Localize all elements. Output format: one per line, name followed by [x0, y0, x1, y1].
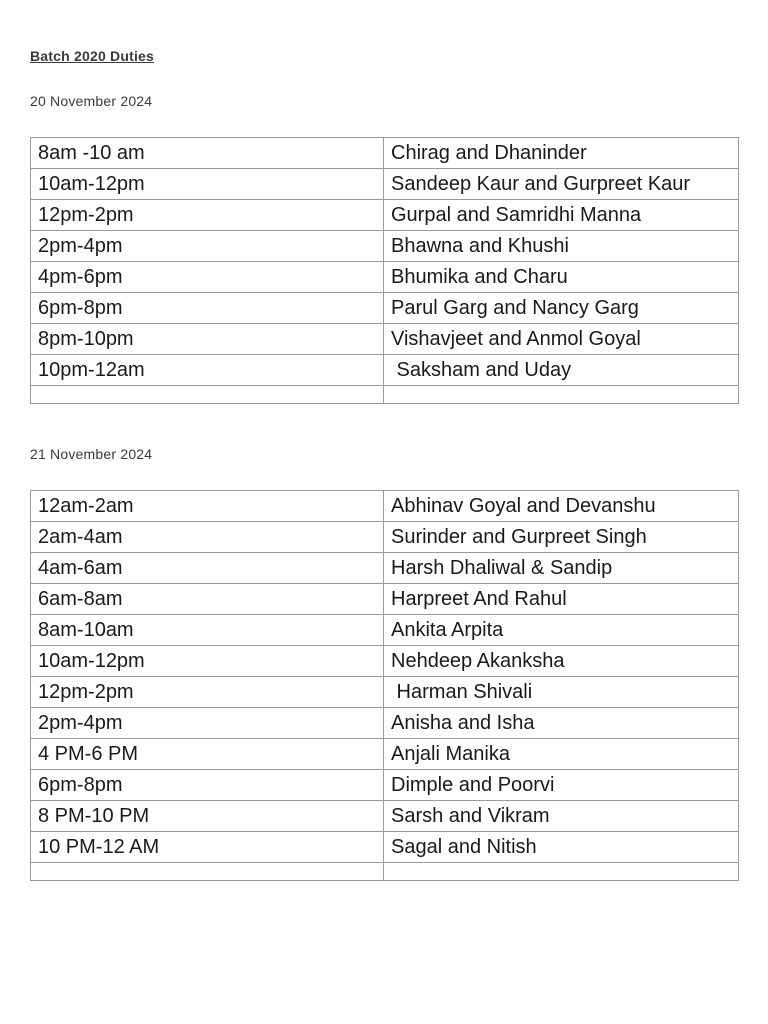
assignee-cell: Bhawna and Khushi — [384, 231, 739, 262]
assignee-cell: Gurpal and Samridhi Manna — [384, 200, 739, 231]
assignee-cell: Abhinav Goyal and Devanshu — [384, 491, 739, 522]
time-slot-cell: 2pm-4pm — [31, 231, 384, 262]
table-row — [31, 355, 739, 386]
empty-cell — [384, 863, 739, 881]
time-slot-cell: 2pm-4pm — [31, 708, 384, 739]
time-slot-cell: 10am-12pm — [31, 169, 384, 200]
table-row — [31, 584, 739, 615]
table-row — [31, 832, 739, 863]
table-row — [31, 522, 739, 553]
table-row — [31, 138, 739, 169]
time-slot-cell: 10am-12pm — [31, 646, 384, 677]
empty-table-row — [31, 386, 739, 404]
table-row — [31, 200, 739, 231]
assignee-cell: Nehdeep Akanksha — [384, 646, 739, 677]
time-slot-cell: 2am-4am — [31, 522, 384, 553]
table-row — [31, 169, 739, 200]
table-row — [31, 262, 739, 293]
assignee-cell: Parul Garg and Nancy Garg — [384, 293, 739, 324]
assignee-cell: Chirag and Dhaninder — [384, 138, 739, 169]
time-slot-cell: 10pm-12am — [31, 355, 384, 386]
time-slot-cell: 8pm-10pm — [31, 324, 384, 355]
assignee-cell: Harpreet And Rahul — [384, 584, 739, 615]
time-slot-cell: 8 PM-10 PM — [31, 801, 384, 832]
table-row — [31, 739, 739, 770]
table-row — [31, 491, 739, 522]
empty-cell — [31, 386, 384, 404]
document-title: Batch 2020 Duties — [30, 48, 155, 64]
time-slot-cell: 4am-6am — [31, 553, 384, 584]
time-slot-cell: 6am-8am — [31, 584, 384, 615]
assignee-cell: Ankita Arpita — [384, 615, 739, 646]
assignee-cell: Sandeep Kaur and Gurpreet Kaur — [384, 169, 739, 200]
assignee-cell: Anisha and Isha — [384, 708, 739, 739]
empty-cell — [384, 386, 739, 404]
time-slot-cell: 4pm-6pm — [31, 262, 384, 293]
assignee-cell: Sagal and Nitish — [384, 832, 739, 863]
date-heading-day-2: 21 November 2024 — [30, 446, 153, 462]
time-slot-cell: 6pm-8pm — [31, 770, 384, 801]
assignee-cell: Sarsh and Vikram — [384, 801, 739, 832]
date-heading-day-1: 20 November 2024 — [30, 93, 153, 109]
time-slot-cell: 8am-10am — [31, 615, 384, 646]
table-row — [31, 231, 739, 262]
assignee-cell: Harman Shivali — [384, 677, 739, 708]
assignee-cell: Harsh Dhaliwal & Sandip — [384, 553, 739, 584]
table-row — [31, 553, 739, 584]
table-row — [31, 770, 739, 801]
table-row — [31, 615, 739, 646]
table-row — [31, 708, 739, 739]
duty-table-body — [31, 491, 739, 881]
table-row — [31, 801, 739, 832]
assignee-cell: Dimple and Poorvi — [384, 770, 739, 801]
table-row — [31, 646, 739, 677]
assignee-cell: Anjali Manika — [384, 739, 739, 770]
assignee-cell: Surinder and Gurpreet Singh — [384, 522, 739, 553]
time-slot-cell: 6pm-8pm — [31, 293, 384, 324]
time-slot-cell: 8am -10 am — [31, 138, 384, 169]
table-row — [31, 324, 739, 355]
time-slot-cell: 10 PM-12 AM — [31, 832, 384, 863]
table-row — [31, 677, 739, 708]
assignee-cell: Bhumika and Charu — [384, 262, 739, 293]
empty-cell — [31, 863, 384, 881]
duty-table-day-1 — [30, 137, 739, 404]
time-slot-cell: 12am-2am — [31, 491, 384, 522]
assignee-cell: Vishavjeet and Anmol Goyal — [384, 324, 739, 355]
time-slot-cell: 12pm-2pm — [31, 677, 384, 708]
assignee-cell: Saksham and Uday — [384, 355, 739, 386]
table-row — [31, 293, 739, 324]
duty-table-body — [31, 138, 739, 404]
time-slot-cell: 12pm-2pm — [31, 200, 384, 231]
duty-table-day-2 — [30, 490, 739, 881]
time-slot-cell: 4 PM-6 PM — [31, 739, 384, 770]
empty-table-row — [31, 863, 739, 881]
